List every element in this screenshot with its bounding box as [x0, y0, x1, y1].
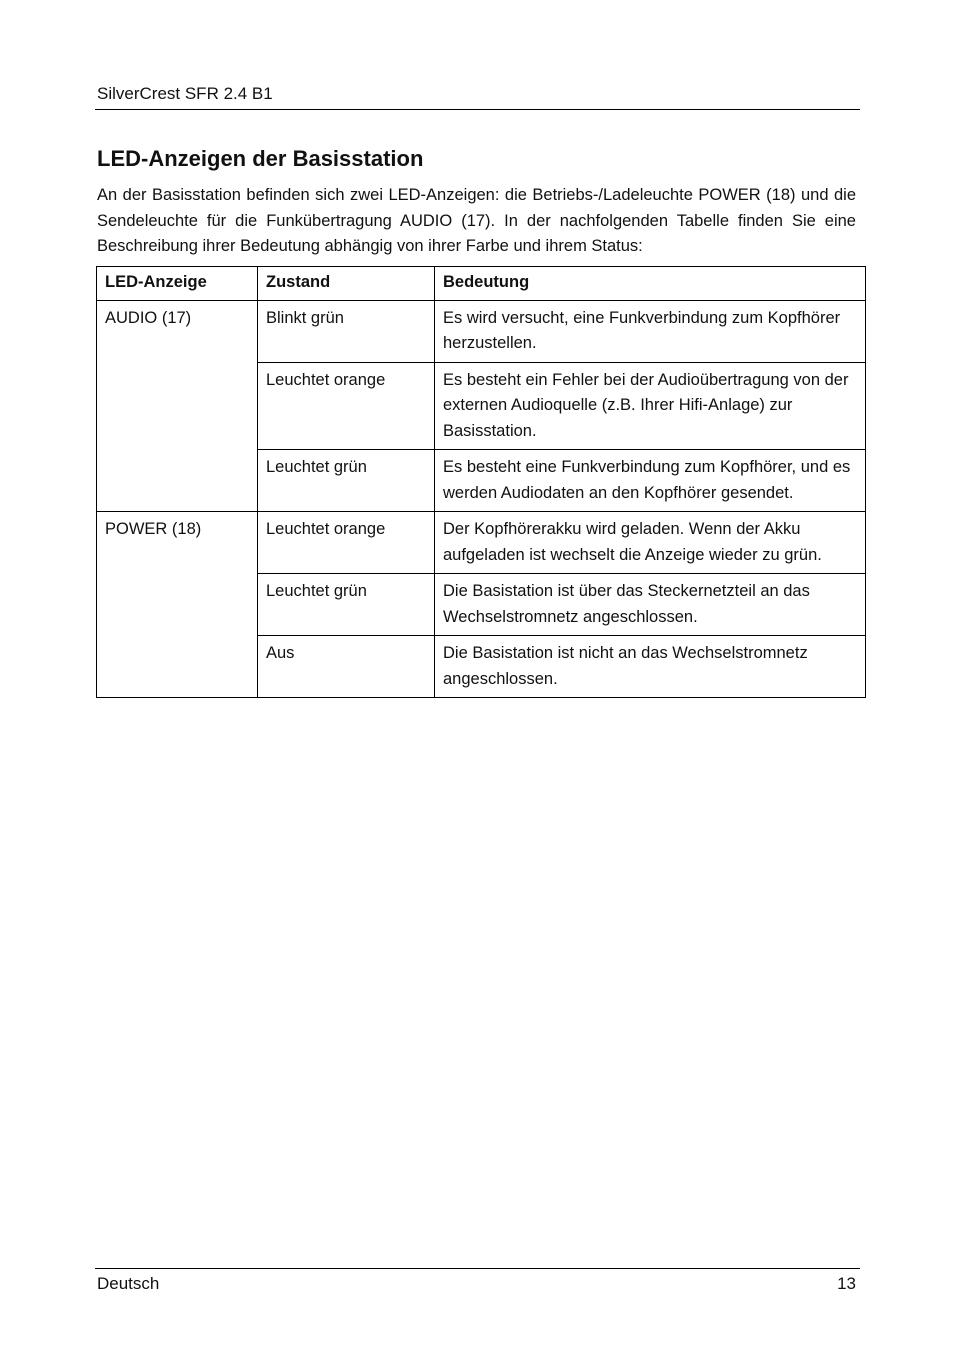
state-cell: Leuchtet grün: [258, 450, 435, 512]
state-cell: Leuchtet orange: [258, 362, 435, 450]
meaning-cell: Es besteht ein Fehler bei der Audioübertragung von der externen Audioquelle (z.B. Ihrer Hifi-Anlage) zur Basisstation.: [435, 362, 866, 450]
state-cell: Leuchtet grün: [258, 574, 435, 636]
intro-paragraph: An der Basisstation befinden sich zwei LED-Anzeigen: die Betriebs-/Ladeleuchte POWER (18) und die Sendeleuchte für die Funkübertragung AUDIO (17). In der nachfolgenden Tabelle finden Sie eine Beschreibung ihrer Bedeutung abhängig von ihrer Farbe und ihrem Status:: [97, 186, 856, 255]
meaning-cell: Es wird versucht, eine Funkverbindung zum Kopfhörer herzustellen.: [435, 300, 866, 362]
column-header-led: LED-Anzeige: [97, 267, 258, 301]
page-header-title: SilverCrest SFR 2.4 B1: [97, 84, 273, 103]
table-row: [97, 300, 866, 362]
meaning-cell: Die Basistation ist über das Steckernetzteil an das Wechselstromnetz angeschlossen.: [435, 574, 866, 636]
meaning-cell: Die Basistation ist nicht an das Wechselstromnetz angeschlossen.: [435, 636, 866, 698]
table-header-row: [97, 267, 866, 301]
footer-divider: [95, 1268, 860, 1269]
table-row: [97, 512, 866, 574]
state-cell: Leuchtet orange: [258, 512, 435, 574]
led-cell-audio: AUDIO (17): [97, 300, 258, 512]
state-cell: Blinkt grün: [258, 300, 435, 362]
led-cell-power: POWER (18): [97, 512, 258, 698]
column-header-state: Zustand: [258, 267, 435, 301]
state-cell: Aus: [258, 636, 435, 698]
led-table: [96, 266, 866, 698]
section-heading: LED-Anzeigen der Basisstation: [97, 146, 424, 171]
column-header-meaning: Bedeutung: [435, 267, 866, 301]
page-number: 13: [837, 1274, 856, 1293]
header-divider: [95, 109, 860, 110]
meaning-cell: Es besteht eine Funkverbindung zum Kopfhörer, und es werden Audiodaten an den Kopfhörer gesendet.: [435, 450, 866, 512]
meaning-cell: Der Kopfhörerakku wird geladen. Wenn der Akku aufgeladen ist wechselt die Anzeige wieder zu grün.: [435, 512, 866, 574]
footer-language: Deutsch: [97, 1274, 160, 1293]
